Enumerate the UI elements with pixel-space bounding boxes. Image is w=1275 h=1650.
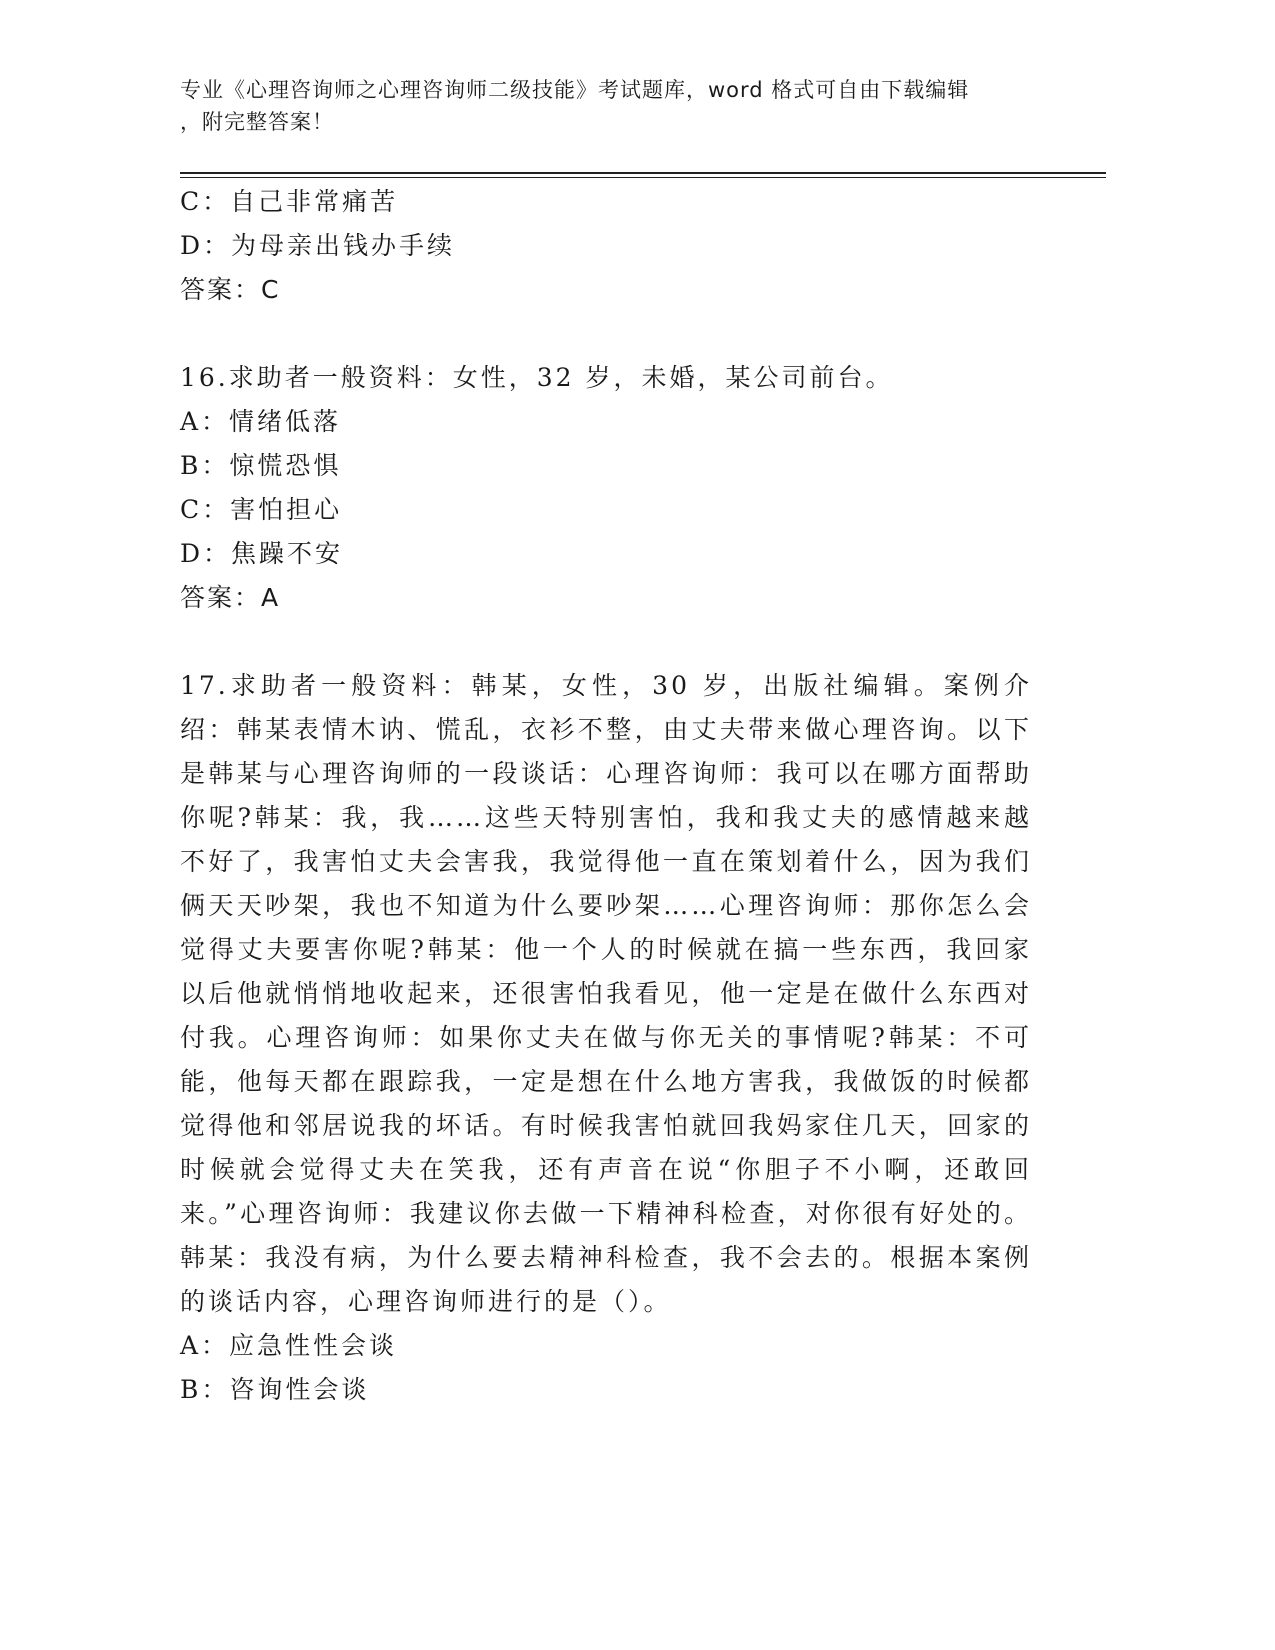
spacer: [180, 312, 1040, 356]
document-body: [180, 180, 1040, 1412]
q17-option-b: B：咨询性会谈: [180, 1375, 370, 1404]
q17-stem: 17.求助者一般资料：韩某，女性，30 岁，出版社编辑。案例介绍：韩某表情木讷、慌乱，衣衫不整，由丈夫带来做心理咨询。以下是韩某与心理咨询师的一段谈话：心理咨询师：我可以在哪方面帮助你呢?韩某：我，我……这些天特别害怕，我和我丈夫的感情越来越不好了，我害怕丈夫会害我，我觉得他一直在策划着什么，因为我们俩天天吵架，我也不知道为什么要吵架……心理咨询师：那你怎么会觉得丈夫要害你呢?韩某：他一个人的时候就在搞一些东西，我回家以后他就悄悄地收起来，还很害怕我看见，他一定是在做什么东西对付我。心理咨询师：如果你丈夫在做与你无关的事情呢?韩某：不可能，他每天都在跟踪我，一定是想在什么地方害我，我做饭的时候都觉得他和邻居说我的坏话。有时候我害怕就回我妈家住几天，回家的时候就会觉得丈夫在笑我，还有声音在说“你胆子不小啊，还敢回来。”心理咨询师：我建议你去做一下精神科检查，对你很有好处的。韩某：我没有病，为什么要去精神科检查，我不会去的。根据本案例的谈话内容，心理咨询师进行的是（）。: [180, 671, 1032, 1316]
q16-option-c: C：害怕担心: [180, 495, 343, 524]
q15-option-d: D：为母亲出钱办手续: [180, 231, 456, 260]
header-divider-thick: [180, 172, 1106, 174]
q16-option-b: B：惊慌恐惧: [180, 451, 342, 480]
q15-option-c: C：自己非常痛苦: [180, 187, 399, 216]
q16-option-a: A：情绪低落: [180, 407, 342, 436]
q16-answer: 答案：A: [180, 583, 281, 612]
q16-stem: 16.求助者一般资料：女性，32 岁，未婚，某公司前台。: [180, 363, 894, 392]
q15-answer: 答案：C: [180, 275, 281, 304]
header-divider-thin: [180, 177, 1106, 178]
q16-option-d: D：焦躁不安: [180, 539, 344, 568]
q17-option-a: A：应急性性会谈: [180, 1331, 398, 1360]
document-header: 专业《心理咨询师之心理咨询师二级技能》考试题库，word 格式可自由下载编辑 ，附完整答案！: [180, 78, 970, 134]
spacer: [180, 620, 1040, 664]
